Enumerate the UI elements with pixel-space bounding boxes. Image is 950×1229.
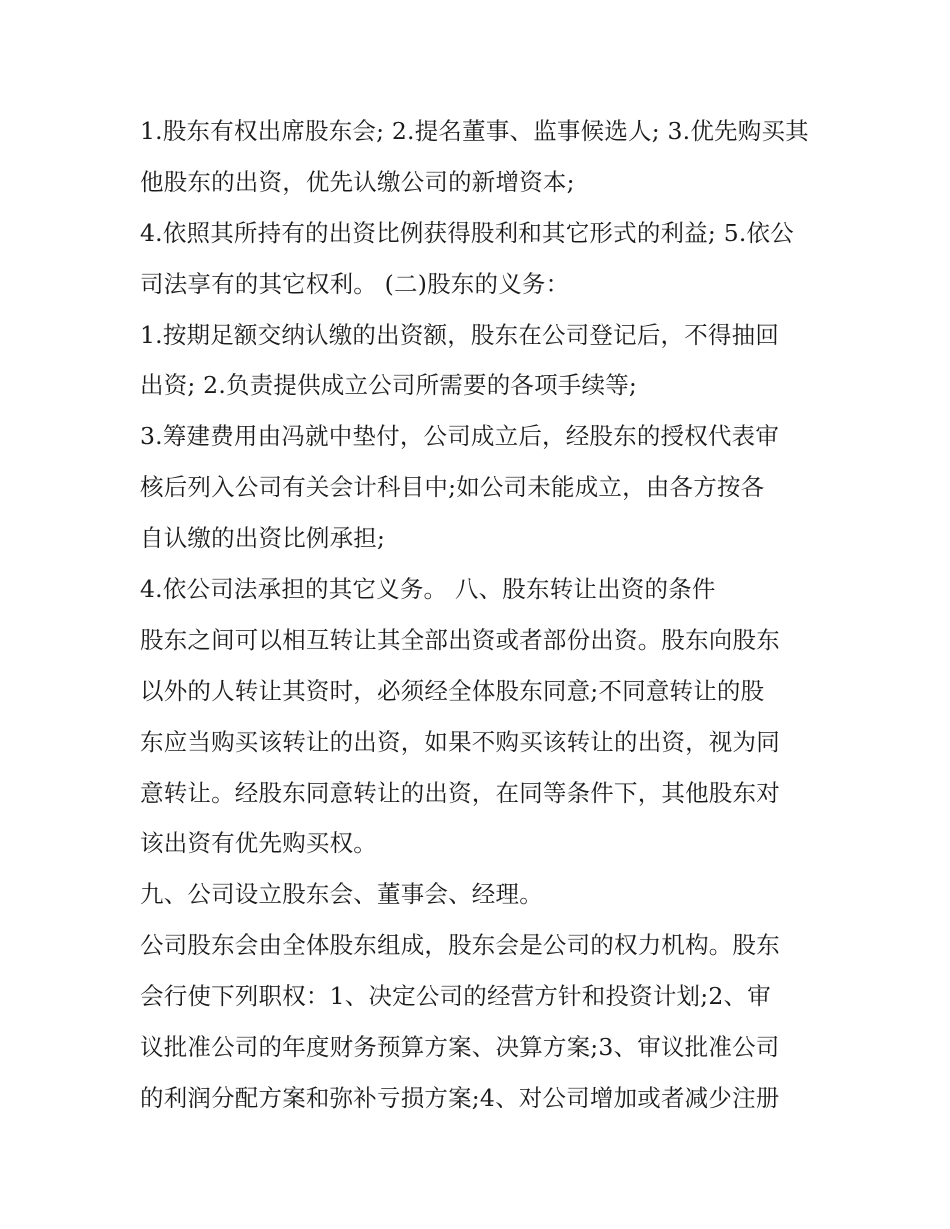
text-line: 股东之间可以相互转让其全部出资或者部份出资。股东向股东 [140, 625, 780, 654]
text-line: 公司股东会由全体股东组成，股东会是公司的权力机构。股东 [140, 931, 780, 960]
text-line: 核后列入公司有关会计科目中;如公司未能成立，由各方按各 [140, 473, 765, 502]
text-line: 该出资有优先购买权。 [140, 829, 377, 858]
text-line: 九、公司设立股东会、董事会、经理。 [140, 880, 543, 909]
text-line: 1.股东有权出席股东会; 2.提名董事、监事候选人; 3.优先购买其 [140, 117, 809, 145]
text-line: 他股东的出资，优先认缴公司的新增资本; [140, 167, 575, 196]
text-line: 的利润分配方案和弥补亏损方案;4、对公司增加或者减少注册 [140, 1083, 780, 1112]
text-line: 3.筹建费用由冯就中垫付，公司成立后，经股东的授权代表审 [140, 422, 780, 451]
text-line: 会行使下列职权：1、决定公司的经营方针和投资计划;2、审 [140, 982, 771, 1011]
text-line: 议批准公司的年度财务预算方案、决算方案;3、审议批准公司 [140, 1033, 780, 1062]
text-line: 4.依照其所持有的出资比例获得股利和其它形式的利益; 5.依公 [140, 218, 794, 247]
text-line: 1.按期足额交纳认缴的出资额，股东在公司登记后，不得抽回 [140, 320, 780, 349]
text-line: 自认缴的出资比例承担; [140, 524, 386, 553]
text-line: 司法享有的其它权利。 (二)股东的义务： [140, 269, 570, 298]
text-line: 以外的人转让其资时，必须经全体股东同意;不同意转让的股 [140, 676, 765, 705]
document-body [140, 106, 820, 1124]
text-line: 4.依公司法承担的其它义务。 八、股东转让出资的条件 [140, 575, 716, 604]
text-line: 东应当购买该转让的出资，如果不购买该转让的出资，视为同 [140, 727, 780, 756]
text-line: 意转让。经股东同意转让的出资，在同等条件下，其他股东对 [140, 778, 780, 807]
text-line: 出资; 2.负责提供成立公司所需要的各项手续等; [140, 371, 638, 400]
